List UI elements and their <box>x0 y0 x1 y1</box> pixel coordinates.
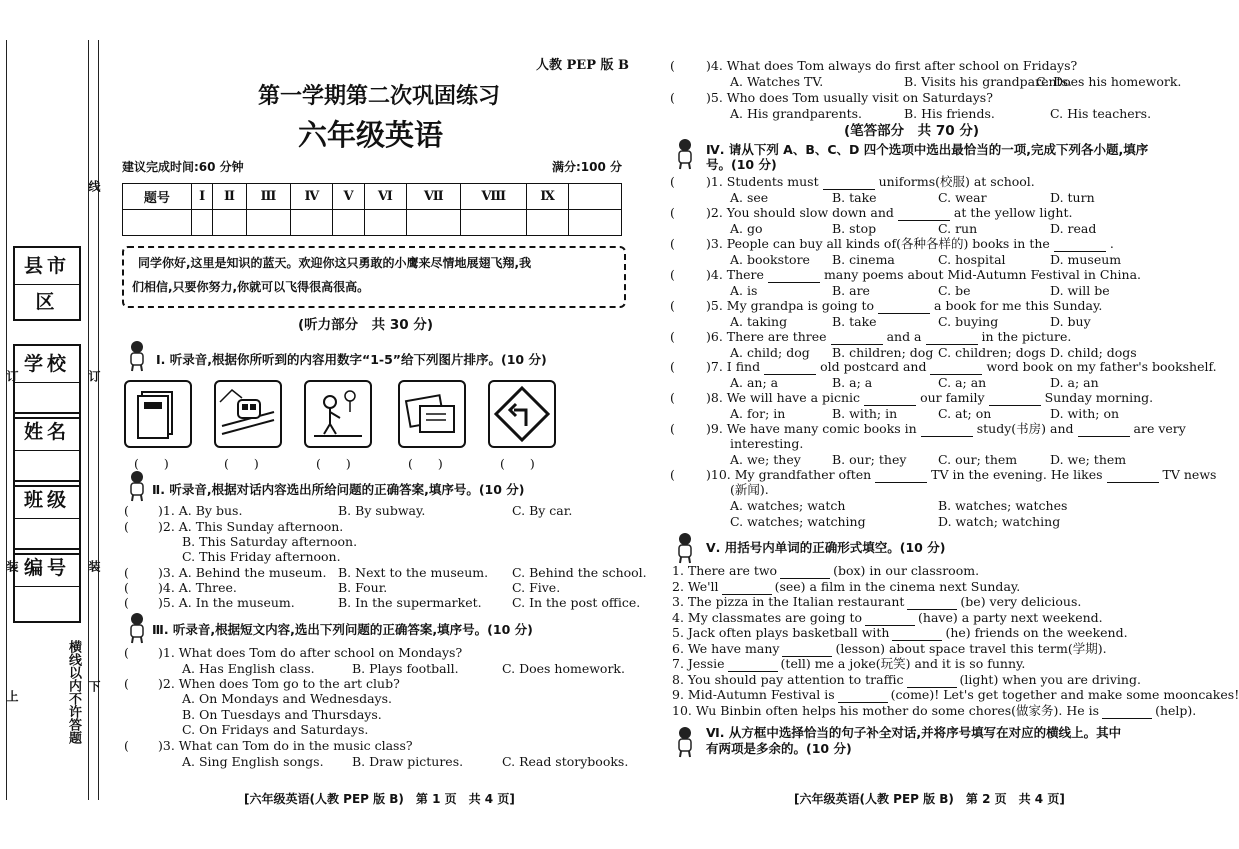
student-icon <box>124 612 150 644</box>
question-text: (新闻). <box>730 482 769 497</box>
question-fragment: )6. There are three <box>706 329 827 344</box>
question-option: C. Does homework. <box>502 661 625 676</box>
answer-blank[interactable] <box>764 359 816 375</box>
question-option: A. child; dog <box>730 345 810 360</box>
score-cell[interactable] <box>246 210 291 236</box>
question-text: )2. When does Tom go to the art club? <box>158 676 400 691</box>
student-icon <box>672 532 698 564</box>
fill-in-item <box>672 579 1020 595</box>
field-county <box>13 246 81 321</box>
answer-blank[interactable] <box>907 672 957 688</box>
question-option: C. be <box>938 283 971 298</box>
fill-in-item <box>672 625 1128 641</box>
question-fragment: study(书房) and <box>976 421 1074 436</box>
fill-in-hint: (he) friends on the weekend. <box>945 625 1128 640</box>
score-table-row <box>123 210 622 236</box>
question-fragment: old postcard and <box>820 359 927 374</box>
answer-paren[interactable]: ( <box>124 565 129 580</box>
question-text: )1. What does Tom do after school on Mondays? <box>158 645 463 660</box>
question-option: C. On Fridays and Saturdays. <box>182 722 369 737</box>
section4-title: Ⅳ. 请从下列 A、B、C、D 四个选项中选出最恰当的一项,完成下列各小题,填序 <box>706 142 1149 157</box>
fill-in-text: 9. Mid-Autumn Festival is <box>672 687 835 702</box>
question-text <box>706 329 1071 345</box>
field-school <box>13 344 81 419</box>
time-label: 建议完成时间:60 分钟 <box>122 160 244 174</box>
score-table-head <box>123 184 622 210</box>
fill-in-text: 4. My classmates are going to <box>672 609 863 625</box>
field-name <box>13 412 81 487</box>
answer-paren[interactable]: ( <box>670 359 675 374</box>
gardener-icon <box>306 382 370 446</box>
score-cell[interactable] <box>333 210 364 236</box>
answer-paren[interactable]: ( ) <box>408 456 443 471</box>
question-option: B. By subway. <box>338 503 426 518</box>
question-option: A. for; in <box>730 406 786 421</box>
question-option: A. On Mondays and Wednesdays. <box>182 691 392 706</box>
answer-blank[interactable] <box>838 687 888 703</box>
book-icon <box>126 382 190 446</box>
answer-paren[interactable]: ( <box>124 519 129 534</box>
answer-paren[interactable]: ( ) <box>224 456 259 471</box>
question-fragment: )3. People can buy all kinds of(各种各样的) books in the <box>706 236 1050 251</box>
fill-in-item <box>672 656 1025 672</box>
no-answer-warning: 横线以内不许答题 <box>66 640 81 744</box>
binding-mark: 上 <box>5 690 19 702</box>
question-fragment: a book for me this Sunday. <box>934 298 1103 313</box>
question-option: C. run <box>938 221 978 236</box>
question-option: C. a; an <box>938 375 987 390</box>
answer-blank[interactable] <box>782 641 832 657</box>
section6-title: 有两项是多余的。(10 分) <box>706 741 852 756</box>
answer-blank[interactable] <box>1054 236 1106 252</box>
question-option: D. a; an <box>1050 375 1099 390</box>
fill-in-item <box>672 563 979 579</box>
answer-paren[interactable]: ( <box>670 467 675 482</box>
greeting-line: 们相信,只要你努力,你就可以飞得很高很高。 <box>132 280 370 294</box>
question-option: A. is <box>730 283 758 298</box>
fill-in-hint: (see) a film in the cinema next Sunday. <box>774 578 1021 594</box>
fill-in-hint: (have) a party next weekend. <box>918 609 1103 625</box>
picture-left-turn-sign <box>488 380 556 448</box>
train-icon <box>216 382 280 446</box>
question-text <box>706 236 1114 252</box>
student-icon <box>672 726 698 758</box>
question-text: )4. What does Tom always do first after school on Fridays? <box>706 58 1078 73</box>
answer-paren[interactable]: ( ) <box>316 456 351 471</box>
question-option: A. we; they <box>730 452 801 467</box>
greeting-line: 同学你好,这里是知识的蓝天。欢迎你这只勇敢的小鹰来尽情地展翅飞翔,我 <box>138 256 532 270</box>
question-option: D. will be <box>1050 283 1110 298</box>
question-option: B. Four. <box>338 580 388 595</box>
question-option: D. read <box>1050 221 1097 236</box>
question-option: D. with; on <box>1050 406 1120 421</box>
section3-title: Ⅲ. 听录音,根据短文内容,选出下列问题的正确答案,填序号。(10 分) <box>152 622 533 637</box>
binding-mark: 订 <box>87 370 101 382</box>
answer-blank[interactable] <box>878 298 930 314</box>
line-mark: 线 <box>87 180 101 192</box>
answer-blank[interactable] <box>865 610 915 626</box>
student-icon <box>124 470 150 502</box>
question-option: A. an; a <box>730 375 779 390</box>
score-head-cell: Ⅱ <box>213 184 246 210</box>
question-option: B. His friends. <box>904 106 995 121</box>
answer-paren[interactable]: ( <box>670 421 675 436</box>
question-fragment: )5. My grandpa is going to <box>706 298 875 313</box>
fill-in-item <box>672 641 1107 657</box>
left-turn-sign-icon <box>490 382 554 446</box>
picture-train <box>214 380 282 448</box>
section5-title: Ⅴ. 用括号内单词的正确形式填空。(10 分) <box>706 540 946 555</box>
question-option: C. By car. <box>512 503 573 518</box>
answer-blank[interactable] <box>823 174 875 190</box>
question-option: B. Visits his grandparents. <box>904 74 1072 89</box>
question-fragment: Sunday morning. <box>1044 390 1154 405</box>
question-option: )1. A. By bus. <box>158 503 243 518</box>
score-cell[interactable] <box>123 210 192 236</box>
fill-in-hint: (tell) me a joke(玩笑) and it is so funny. <box>780 656 1026 671</box>
question-option: B. On Tuesdays and Thursdays. <box>182 707 382 722</box>
score-head-cell: Ⅸ <box>527 184 569 210</box>
fill-in-item <box>672 703 1196 719</box>
writing-header: (笔答部分 共 70 分) <box>844 123 980 139</box>
field-county-label: 县市区 <box>15 248 79 285</box>
question-option: A. Watches TV. <box>730 74 824 89</box>
answer-blank[interactable] <box>907 594 957 610</box>
answer-paren[interactable]: ( <box>670 267 675 282</box>
answer-paren[interactable]: ( <box>124 645 129 660</box>
question-option: D. turn <box>1050 190 1095 205</box>
answer-paren[interactable]: ( <box>124 738 129 753</box>
question-option: C. at; on <box>938 406 992 421</box>
binding-strip <box>0 0 112 849</box>
question-option: B. children; dog <box>832 345 934 360</box>
picture-gardener <box>304 380 372 448</box>
question-option: B. with; in <box>832 406 898 421</box>
question-option: D. buy <box>1050 314 1091 329</box>
question-option: C. This Friday afternoon. <box>182 549 341 564</box>
question-option: B. Next to the museum. <box>338 565 489 580</box>
question-option: B. are <box>832 283 870 298</box>
binding-mark: 下 <box>87 680 101 692</box>
question-text <box>706 467 1216 483</box>
question-option: B. take <box>832 190 877 205</box>
fill-in-hint: (help). <box>1155 702 1197 718</box>
exam-title: 第一学期第二次巩固练习 <box>258 84 501 109</box>
fill-in-text: 5. Jack often plays basketball with <box>672 625 890 640</box>
question-text <box>706 359 1217 375</box>
answer-paren[interactable]: ( ) <box>500 456 535 471</box>
score-head-cell: Ⅲ <box>246 184 291 210</box>
student-icon <box>672 138 698 170</box>
question-option: A. Has English class. <box>182 661 315 676</box>
question-text <box>706 390 1153 406</box>
score-cell[interactable] <box>191 210 213 236</box>
score-head-cell <box>569 184 622 210</box>
answer-blank[interactable] <box>864 390 916 406</box>
question-text <box>706 267 1141 283</box>
answer-blank[interactable] <box>728 656 778 672</box>
score-cell[interactable] <box>213 210 246 236</box>
fill-in-text: 3. The pizza in the Italian restaurant <box>672 594 905 609</box>
field-school-label: 学校 <box>15 346 79 383</box>
answer-blank[interactable] <box>921 421 973 437</box>
field-class-label: 班级 <box>15 482 79 519</box>
question-option: B. Draw pictures. <box>352 754 464 769</box>
fill-in-hint: (box) in our classroom. <box>833 563 980 578</box>
answer-paren[interactable]: ( <box>124 580 129 595</box>
question-text <box>706 298 1102 314</box>
question-text: )3. What can Tom do in the music class? <box>158 738 413 753</box>
question-fragment: )8. We will have a picnic <box>706 390 861 405</box>
score-cell[interactable] <box>407 210 461 236</box>
answer-blank[interactable] <box>768 267 820 283</box>
question-fragment: TV in the evening. He likes <box>931 467 1103 482</box>
field-number-label: 编号 <box>15 550 79 587</box>
edition-label: 人教 PEP 版 B <box>536 58 630 73</box>
question-option: B. This Saturday afternoon. <box>182 534 358 549</box>
fill-in-text: 10. Wu Binbin often helps his mother do some chores(做家务). He is <box>672 702 1100 718</box>
fill-in-hint: (come)! Let's get together and make some mooncakes! <box>890 687 1239 702</box>
question-option: D. museum <box>1050 252 1122 267</box>
question-text <box>706 174 1035 190</box>
question-option: C. our; them <box>938 452 1018 467</box>
postcards-icon <box>400 382 464 446</box>
answer-blank[interactable] <box>831 329 883 345</box>
score-label: 满分:100 分 <box>552 160 623 174</box>
fill-in-text: 2. We'll <box>672 578 719 594</box>
answer-blank[interactable] <box>1078 421 1130 437</box>
section4-title: 号。(10 分) <box>706 157 777 172</box>
score-head-cell: Ⅷ <box>461 184 527 210</box>
fill-in-hint: (lesson) about space travel this term(学期). <box>835 640 1107 656</box>
question-option: B. a; a <box>832 375 873 390</box>
binding-mark: 装 <box>5 560 19 572</box>
question-option: C. children; dogs <box>938 345 1046 360</box>
question-option: B. stop <box>832 221 877 236</box>
answer-blank[interactable] <box>892 625 942 641</box>
fill-in-text: 1. There are two <box>672 563 778 578</box>
question-option: C. hospital <box>938 252 1006 267</box>
question-text: )5. Who does Tom usually visit on Saturdays? <box>706 90 993 105</box>
answer-paren[interactable]: ( <box>124 503 129 518</box>
section6-title: Ⅵ. 从方框中选择恰当的句子补全对话,并将序号填写在对应的横线上。其中 <box>706 725 1122 740</box>
question-option: )5. A. In the museum. <box>158 595 295 610</box>
score-table <box>122 183 622 236</box>
answer-paren[interactable]: ( <box>670 236 675 251</box>
question-option: D. we; them <box>1050 452 1127 467</box>
student-icon <box>124 340 150 372</box>
answer-paren[interactable]: ( <box>670 58 675 73</box>
answer-paren[interactable]: ( <box>670 205 675 220</box>
section1-title: Ⅰ. 听录音,根据你所听到的内容用数字“1-5”给下列图片排序。(10 分) <box>156 352 547 367</box>
question-fragment: at the yellow light. <box>953 205 1073 220</box>
question-fragment: are very <box>1133 421 1186 436</box>
answer-paren[interactable]: ( <box>670 298 675 313</box>
picture-book <box>124 380 192 448</box>
question-text <box>706 421 1186 437</box>
question-option: A. see <box>730 190 769 205</box>
question-option: A. His grandparents. <box>730 106 863 121</box>
fill-in-text: 8. You should pay attention to traffic <box>672 671 904 687</box>
score-head-cell: Ⅰ <box>191 184 213 210</box>
section2-title: Ⅱ. 听录音,根据对话内容选出所给问题的正确答案,填序号。(10 分) <box>152 482 525 497</box>
score-head-cell: 题号 <box>123 184 192 210</box>
question-option: D. child; dogs <box>1050 345 1137 360</box>
binding-mark: 订 <box>5 370 19 382</box>
question-fragment: . <box>1109 236 1114 251</box>
question-fragment: )1. Students must <box>706 174 819 189</box>
answer-blank[interactable] <box>1102 703 1152 719</box>
answer-paren[interactable]: ( <box>124 676 129 691</box>
question-fragment: )4. There <box>706 267 764 282</box>
score-cell[interactable] <box>364 210 407 236</box>
question-fragment: )9. We have many comic books in <box>706 421 917 436</box>
answer-blank[interactable] <box>875 467 927 483</box>
fill-in-text: 6. We have many <box>672 640 780 656</box>
answer-blank[interactable] <box>989 390 1041 406</box>
binding-line <box>6 40 7 800</box>
question-option: )2. A. This Sunday afternoon. <box>158 519 344 534</box>
answer-blank[interactable] <box>722 579 772 595</box>
question-option: A. taking <box>730 314 788 329</box>
question-fragment: TV news <box>1162 467 1217 482</box>
score-head-cell: Ⅴ <box>333 184 364 210</box>
question-option: A. go <box>730 221 763 236</box>
answer-paren[interactable]: ( <box>670 390 675 405</box>
question-option: C. wear <box>938 190 987 205</box>
page-footer-left: [六年级英语(人教 PEP 版 B) 第 1 页 共 4 页] <box>244 792 515 806</box>
question-option: A. Sing English songs. <box>182 754 324 769</box>
listening-header: (听力部分 共 30 分) <box>298 317 434 333</box>
field-name-label: 姓名 <box>15 414 79 451</box>
fill-in-item <box>672 594 1081 610</box>
question-fragment: many poems about Mid-Autumn Festival in China. <box>823 267 1141 282</box>
question-fragment: )10. My grandfather often <box>706 467 872 482</box>
question-option: A. bookstore <box>730 252 810 267</box>
answer-paren[interactable]: ( <box>670 90 675 105</box>
question-option: B. Plays football. <box>352 661 459 676</box>
answer-paren[interactable]: ( ) <box>134 456 169 471</box>
question-option: A. watches; watch <box>730 498 846 513</box>
page-footer-right: [六年级英语(人教 PEP 版 B) 第 2 页 共 4 页] <box>794 792 1065 806</box>
fill-in-item <box>672 672 1141 688</box>
question-fragment: uniforms(校服) at school. <box>878 174 1035 189</box>
score-head-cell: Ⅵ <box>364 184 407 210</box>
question-option: C. watches; watching <box>730 514 866 529</box>
question-option: B. take <box>832 314 877 329</box>
score-cell[interactable] <box>569 210 622 236</box>
question-text: interesting. <box>730 436 804 451</box>
question-fragment: )7. I find <box>706 359 761 374</box>
answer-paren[interactable]: ( <box>670 329 675 344</box>
question-option: B. our; they <box>832 452 907 467</box>
question-option: B. In the supermarket. <box>338 595 482 610</box>
question-option: B. watches; watches <box>938 498 1068 513</box>
answer-blank[interactable] <box>780 563 830 579</box>
field-number <box>13 548 81 623</box>
question-fragment: and a <box>886 329 922 344</box>
question-fragment: )2. You should slow down and <box>706 205 894 220</box>
fill-in-item <box>672 610 1103 626</box>
question-text <box>706 205 1072 221</box>
answer-blank[interactable] <box>926 329 978 345</box>
score-head-cell: Ⅳ <box>291 184 333 210</box>
score-cell[interactable] <box>527 210 569 236</box>
score-head-cell: Ⅶ <box>407 184 461 210</box>
answer-paren[interactable]: ( <box>670 174 675 189</box>
fill-in-hint: (be) very delicious. <box>960 594 1082 609</box>
fill-in-text: 7. Jessie <box>672 656 725 671</box>
field-number-blank[interactable] <box>15 587 79 621</box>
fill-in-item <box>672 687 1239 703</box>
subject-title: 六年级英语 <box>298 118 444 152</box>
question-fragment: our family <box>920 390 985 405</box>
question-option: C. Behind the school. <box>512 565 647 580</box>
answer-blank[interactable] <box>1107 467 1159 483</box>
answer-blank[interactable] <box>930 359 982 375</box>
question-option: )3. A. Behind the museum. <box>158 565 327 580</box>
question-option: C. His teachers. <box>1050 106 1152 121</box>
answer-paren[interactable]: ( <box>124 595 129 610</box>
question-option: B. cinema <box>832 252 895 267</box>
question-fragment: in the picture. <box>981 329 1072 344</box>
field-class <box>13 480 81 555</box>
question-option: )4. A. Three. <box>158 580 237 595</box>
question-option: C. Five. <box>512 580 561 595</box>
question-option: C. Read storybooks. <box>502 754 629 769</box>
question-option: C. In the post office. <box>512 595 641 610</box>
fill-in-hint: (light) when you are driving. <box>959 671 1141 687</box>
question-option: D. watch; watching <box>938 514 1061 529</box>
question-fragment: word book on my father's bookshelf. <box>986 359 1217 374</box>
score-cell[interactable] <box>461 210 527 236</box>
picture-postcards <box>398 380 466 448</box>
question-option: C. buying <box>938 314 999 329</box>
binding-mark: 装 <box>87 560 101 572</box>
answer-blank[interactable] <box>898 205 950 221</box>
score-cell[interactable] <box>291 210 333 236</box>
question-option: C. Does his homework. <box>1036 74 1182 89</box>
